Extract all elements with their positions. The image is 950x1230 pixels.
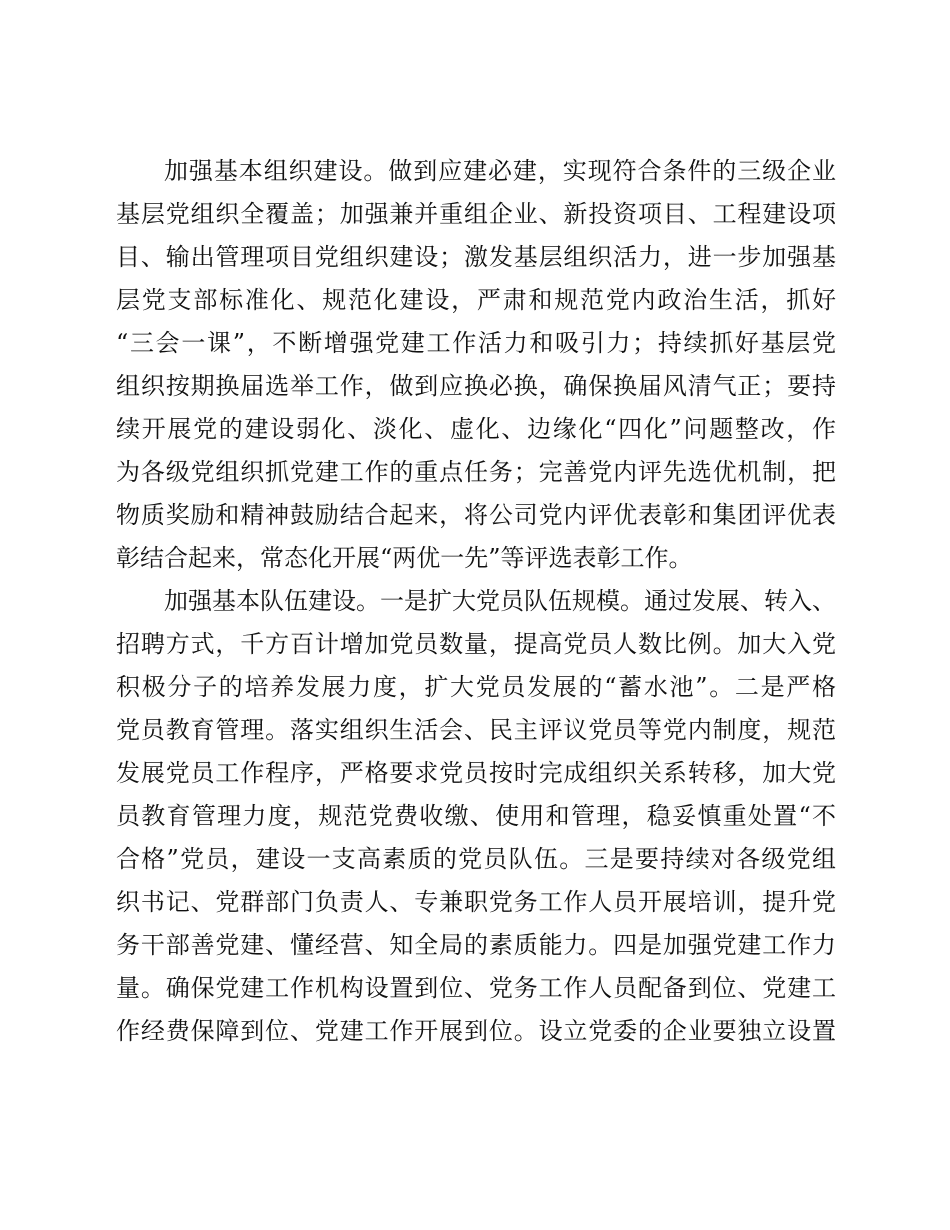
text-line: 物质奖励和精神鼓励结合起来，将公司党内评优表彰和集团评优表 [116,501,836,529]
text-line: 织书记、党群部门负责人、专兼职党务工作人员开展培训，提升党 [116,888,836,916]
text-line: 续开展党的建设弱化、淡化、虚化、边缘化“四化”问题整改，作 [116,415,836,443]
text-line: 量。确保党建工作机构设置到位、党务工作人员配备到位、党建工 [116,974,836,1002]
text-line: “三会一课”，不断增强党建工作活力和吸引力；持续抓好基层党 [116,329,836,357]
text-line: 目、输出管理项目党组织建设；激发基层组织活力，进一步加强基 [116,243,836,271]
text-line: 合格”党员，建设一支高素质的党员队伍。三是要持续对各级党组 [116,845,836,873]
text-line: 发展党员工作程序，严格要求党员按时完成组织关系转移，加大党 [116,759,836,787]
text-line: 基层党组织全覆盖；加强兼并重组企业、新投资项目、工程建设项 [116,200,836,228]
text-line: 党员教育管理。落实组织生活会、民主评议党员等党内制度，规范 [116,716,836,744]
text-line: 加强基本队伍建设。一是扩大党员队伍规模。通过发展、转入、 [164,587,836,615]
text-line: 作经费保障到位、党建工作开展到位。设立党委的企业要独立设置 [116,1017,836,1045]
text-line: 彰结合起来，常态化开展“两优一先”等评选表彰工作。 [116,544,693,572]
text-line: 组织按期换届选举工作，做到应换必换，确保换届风清气正；要持 [116,372,836,400]
text-line: 务干部善党建、懂经营、知全局的素质能力。四是加强党建工作力 [116,931,836,959]
text-line: 加强基本组织建设。做到应建必建，实现符合条件的三级企业 [164,157,836,185]
text-line: 积极分子的培养发展力度，扩大党员发展的“蓄水池”。二是严格 [116,673,836,701]
text-line: 员教育管理力度，规范党费收缴、使用和管理，稳妥慎重处置“不 [116,802,836,830]
text-line: 招聘方式，千方百计增加党员数量，提高党员人数比例。加大入党 [116,630,836,658]
text-line: 层党支部标准化、规范化建设，严肃和规范党内政治生活，抓好 [116,286,836,314]
text-line: 为各级党组织抓党建工作的重点任务；完善党内评先选优机制，把 [116,458,836,486]
